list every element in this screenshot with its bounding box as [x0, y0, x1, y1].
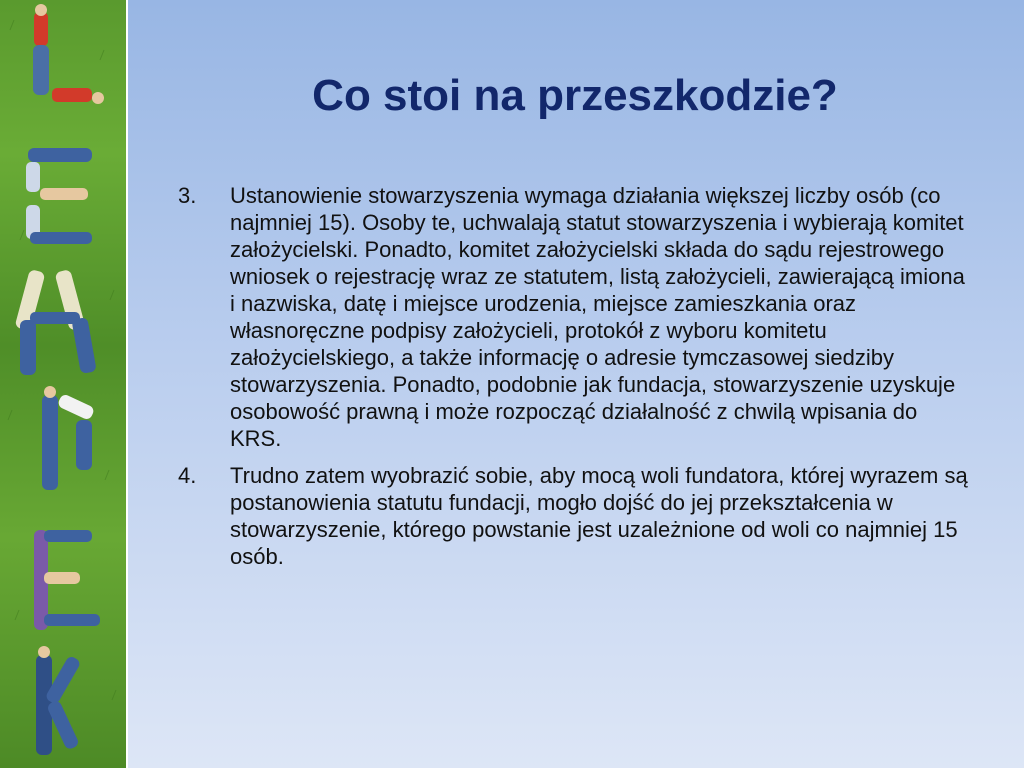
figure-group-1	[33, 4, 104, 104]
list-item	[178, 462, 978, 570]
list-item-number: 3.	[178, 183, 197, 208]
slide-title: Co stoi na przeszkodzie?	[312, 71, 838, 120]
list-item	[178, 182, 978, 452]
figure-group-2	[26, 148, 92, 244]
people-letters-photo-strip	[0, 0, 128, 768]
people-figures-illustration	[0, 0, 128, 768]
figure-group-3	[15, 269, 97, 375]
figure-group-6	[36, 646, 82, 755]
list-item-text: Trudno zatem wyobrazić sobie, aby mocą woli fundatora, której wyrazem są postanowienia statutu fundacji, mogło dojść do jej przekształcenia w stowarzyszenie, którego powstanie jest uzależnione od woli co najmniej 15 osób.	[230, 463, 968, 569]
figure-group-5	[34, 530, 100, 630]
list-item-text: Ustanowienie stowarzyszenia wymaga działania większej liczby osób (co najmniej 15). Osoby te, uchwalają statut stowarzyszenia i wybierają komitet założycielski. Ponadto, komitet założycielski składa do sądu rejestrowego wniosek o rejestrację wraz ze statutem, listą założycieli, zawierającą imiona i nazwiska, datę i miejsce urodzenia, miejsce zamieszkania oraz własnoręczne podpisy założycieli, protokół z wyboru komitetu założycielskiego, a także informację o adresie tymczasowej siedziby stowarzyszenia. Ponadto, podobnie jak fundacja, stowarzyszenie uzyskuje osobowość prawną i może rozpocząć działalność z chwilą wpisania do KRS.	[230, 183, 965, 451]
list-item-number: 4.	[178, 463, 197, 488]
slide-content	[178, 182, 978, 580]
figure-group-4	[42, 386, 95, 490]
